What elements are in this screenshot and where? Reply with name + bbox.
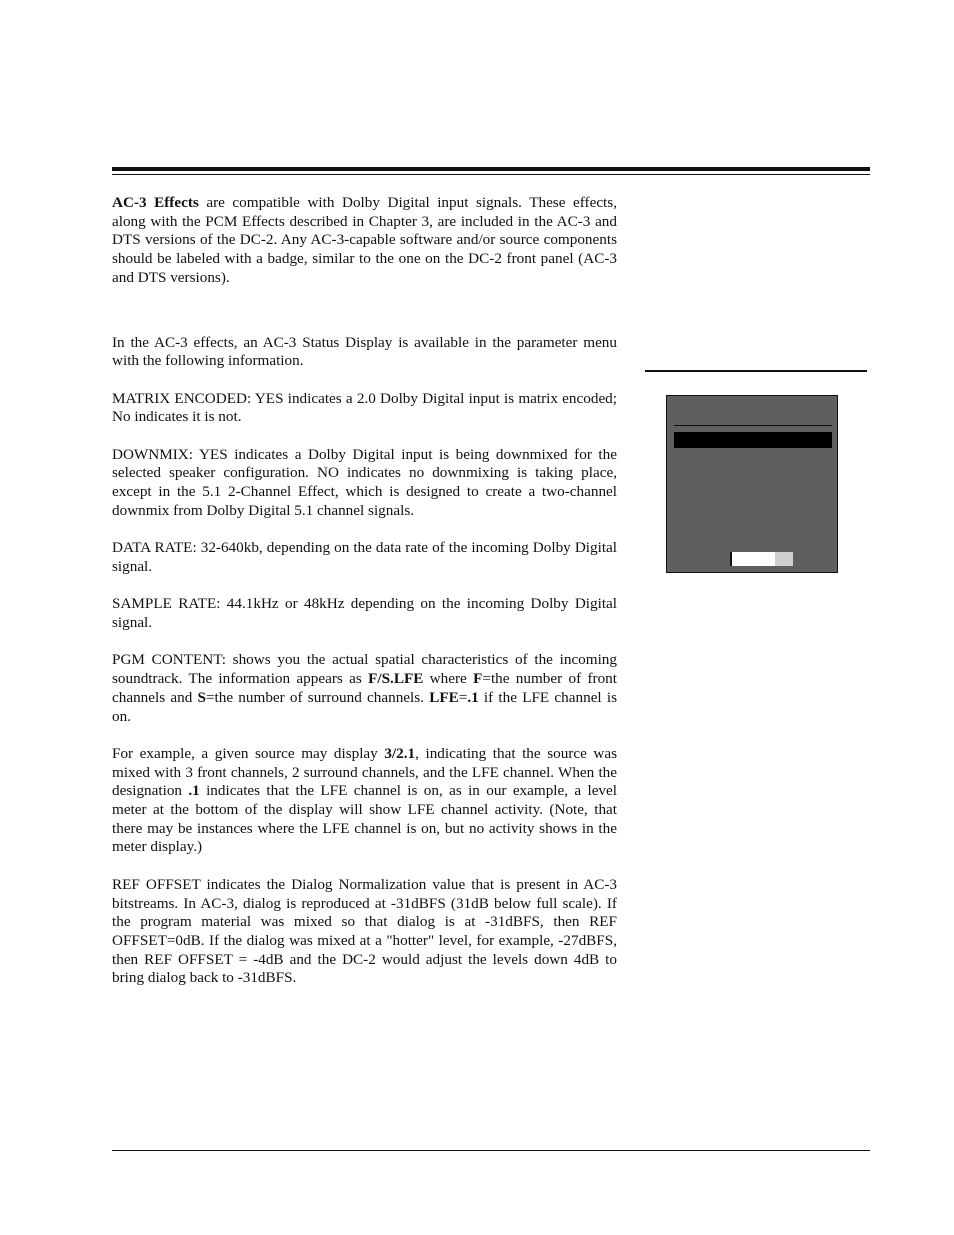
- lfe-level-meter: [730, 552, 793, 566]
- header-rule-thin: [112, 174, 870, 175]
- downmix-paragraph: DOWNMIX: YES indicates a Dolby Digital input is being downmixed for the selected speaker configuration. NO indicates no downmixing is taking place, except in the 5.1 2-Channel Effect, which is designed to create a two-channel downmix from Dolby Digital 5.1 channel signals.: [112, 445, 617, 519]
- intro-term: AC-3 Effects: [112, 194, 199, 211]
- header-rule-thick: [112, 167, 870, 171]
- pgm-content-paragraph: PGM CONTENT: shows you the actual spatial characteristics of the incoming soundtrack. The information appears as F/S.LFE where F=the number of front channels and S=the number of surround channels. LFE=.1 if the LFE channel is on.: [112, 651, 618, 725]
- sidebar-rule: [645, 370, 867, 372]
- lfe-meter-fill: [730, 552, 775, 566]
- ac3-status-display: [666, 395, 838, 573]
- status-intro-paragraph: In the AC-3 effects, an AC-3 Status Display is available in the parameter menu with the following information.: [112, 333, 617, 370]
- matrix-encoded-paragraph: MATRIX ENCODED: YES indicates a 2.0 Dolby Digital input is matrix encoded; No indicates it is not.: [112, 389, 617, 426]
- sample-rate-paragraph: SAMPLE RATE: 44.1kHz or 48kHz depending on the incoming Dolby Digital signal.: [112, 595, 617, 631]
- intro-paragraph: AC-3 Effects are compatible with Dolby Digital input signals. These effects, along with the PCM Effects described in Chapter 3, are included in the AC-3 and DTS versions of the DC-2. Any AC-3-capable software and/or source components should be labeled with a badge, similar to the one on the DC-2 front panel (AC-3 and DTS versions).: [112, 194, 617, 286]
- footer-rule: [112, 1150, 870, 1151]
- example-paragraph: For example, a given source may display 3/2.1, indicating that the source was mixed with 3 front channels, 2 surround channels, and the LFE channel. When the designation .1 indicates that the LFE channel is on, as in our example, a level meter at the bottom of the display will show LFE channel activity. (Note, that there may be instances where the LFE channel is on, but no activity shows in the meter display.): [112, 744, 617, 856]
- display-highlight-bar: [674, 432, 832, 448]
- data-rate-paragraph: DATA RATE: 32-640kb, depending on the data rate of the incoming Dolby Digital signal.: [112, 539, 617, 575]
- ref-offset-paragraph: REF OFFSET indicates the Dialog Normalization value that is present in AC-3 bitstreams. In AC-3, dialog is reproduced at -31dBFS (31dB below full scale). If the program material was mixed so that dialog is at -31dBFS, then REF OFFSET=0dB. If the dialog was mixed at a "hotter" level, for example, -27dBFS, then REF OFFSET = -4dB and the DC-2 would adjust the levels down 4dB to bring dialog back to -31dBFS.: [112, 875, 617, 987]
- display-divider: [674, 425, 832, 426]
- body-text-column: [112, 194, 617, 988]
